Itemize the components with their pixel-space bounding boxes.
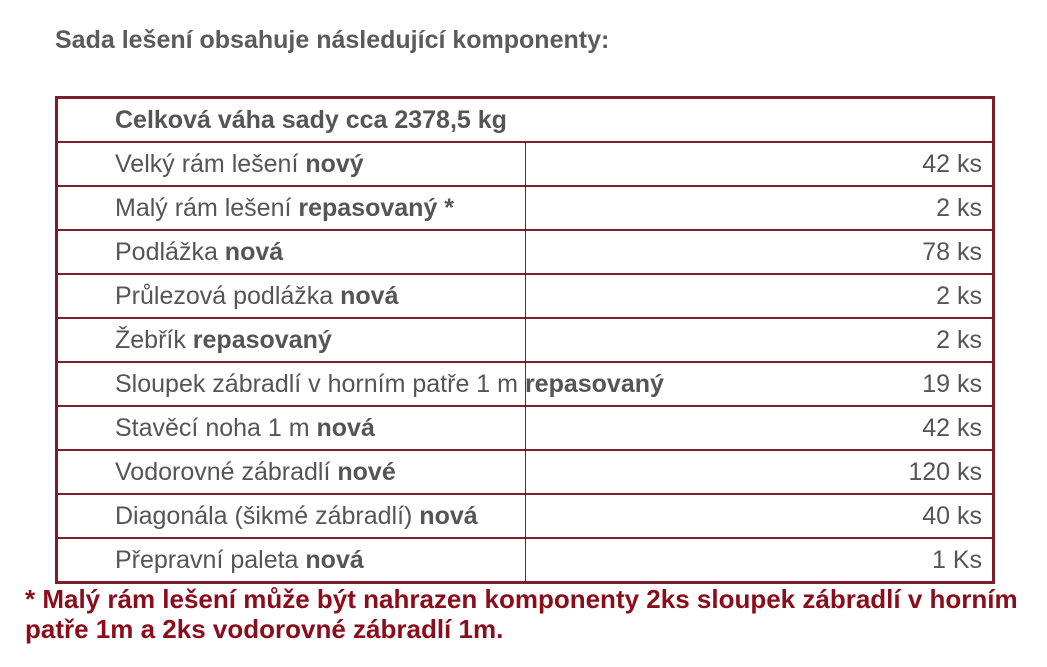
component-name: Malý rám lešení — [115, 193, 299, 222]
table-row — [58, 142, 992, 186]
component-name: Velký rám lešení — [115, 149, 306, 178]
component-quantity: 78 ks — [525, 230, 992, 274]
table-row — [58, 186, 992, 230]
components-table-frame — [55, 96, 995, 584]
component-quantity: 120 ks — [525, 450, 992, 494]
table-row — [58, 406, 992, 450]
component-quantity: 1 Ks — [525, 538, 992, 581]
total-weight-cell: Celková váha sady cca 2378,5 kg — [115, 105, 507, 134]
component-name: Stavěcí noha 1 m — [115, 413, 317, 442]
component-quantity: 2 ks — [525, 318, 992, 362]
component-name-cell — [58, 494, 525, 538]
page-heading: Sada lešení obsahuje následující komponenty: — [55, 26, 610, 54]
component-quantity: 19 ks — [525, 362, 992, 406]
component-condition: nové — [337, 457, 396, 486]
table-row — [58, 230, 992, 274]
component-quantity: 40 ks — [525, 494, 992, 538]
table-row — [58, 274, 992, 318]
component-name-cell — [58, 230, 525, 274]
table-row — [58, 538, 992, 581]
component-quantity: 42 ks — [525, 142, 992, 186]
component-name: Žebřík — [115, 325, 193, 354]
component-name-cell — [58, 538, 525, 581]
component-condition: nová — [419, 501, 478, 530]
component-name: Přepravní paleta — [115, 545, 306, 574]
component-name: Průlezová podlážka — [115, 281, 341, 310]
component-condition: repasovaný * — [298, 193, 455, 222]
component-quantity: 2 ks — [525, 186, 992, 230]
component-condition: nová — [224, 237, 284, 266]
component-condition: nový — [305, 149, 364, 178]
component-quantity: 2 ks — [525, 274, 992, 318]
table-row — [58, 318, 992, 362]
table-row — [58, 494, 992, 538]
component-quantity: 42 ks — [525, 406, 992, 450]
component-condition: nová — [305, 545, 364, 574]
component-condition: repasovaný — [524, 369, 664, 398]
table-row — [58, 362, 992, 406]
table-row — [58, 450, 992, 494]
component-name-cell — [58, 318, 525, 362]
component-name: Vodorovné zábradlí — [115, 457, 338, 486]
component-name: Sloupek zábradlí v horním patře 1 m — [115, 369, 525, 398]
footnote: * Malý rám lešení může být nahrazen komponenty 2ks sloupek zábradlí v horním patře 1m a 2ks vodorovné zábradlí 1m. — [25, 584, 1018, 644]
component-name-cell — [58, 186, 525, 230]
component-name-cell — [58, 142, 525, 186]
component-name-cell — [58, 274, 525, 318]
components-table — [58, 99, 992, 581]
component-name-cell — [58, 362, 664, 406]
component-name-cell — [58, 406, 525, 450]
component-name-cell — [58, 450, 525, 494]
component-condition: nová — [316, 413, 375, 442]
component-name: Podlážka — [115, 237, 225, 266]
component-condition: repasovaný — [192, 325, 332, 354]
component-condition: nová — [340, 281, 399, 310]
table-header-row — [58, 99, 992, 142]
component-name: Diagonála (šikmé zábradlí) — [115, 501, 420, 530]
